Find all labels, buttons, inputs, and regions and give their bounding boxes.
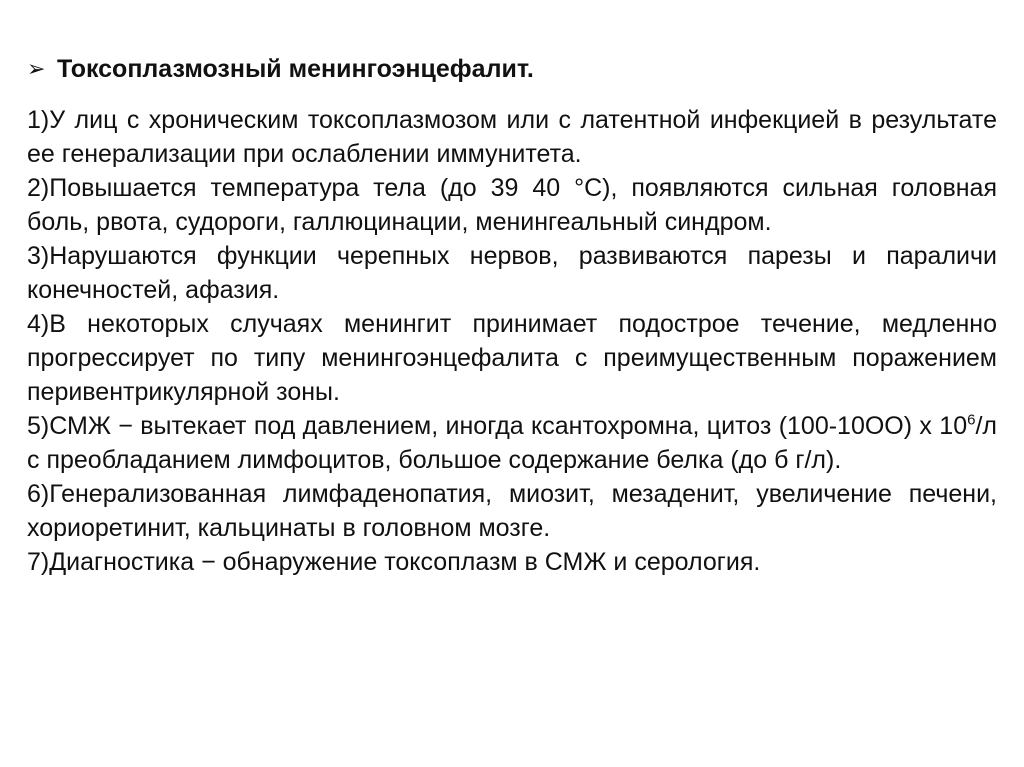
items-list <box>27 103 997 579</box>
slide-heading <box>27 52 997 86</box>
heading-text: Токсоплазмозный менингоэнцефалит. <box>57 55 534 83</box>
slide-content <box>27 52 997 579</box>
list-item-4: 4)В некоторых случаях менингит принимает подострое течение, медленно прогрессирует по типу менингоэнцефалита с преимущественным поражением перивентрикулярной зоны. <box>27 310 997 406</box>
list-item-1: 1)У лиц с хроническим токсоплазмозом или с латентной инфекцией в результате ее генерализации при ослаблении иммунитета. <box>27 106 997 168</box>
list-item-2: 2)Повышается температура тела (до 39 40 °С), появляются сильная головная боль, рвота, судороги, галлюцинации, менингеальный синдром. <box>27 174 997 236</box>
arrow-bullet-icon: ➢ <box>27 56 46 81</box>
list-item-6: 6)Генерализованная лимфаденопатия, миозит, мезаденит, увеличение печени, хориоретинит, кальцинаты в головном мозге. <box>27 480 997 542</box>
list-item-5 <box>27 409 997 477</box>
item-5-exponent: 6 <box>967 411 976 429</box>
list-item-7: 7)Диагностика − обнаружение токсоплазм в СМЖ и серология. <box>27 548 761 576</box>
item-5-text-after: /л с преобладанием лимфоцитов, большое содержание белка (до б г/л). <box>27 412 997 474</box>
list-item-3: 3)Нарушаются функции черепных нервов, развиваются парезы и параличи конечностей, афазия. <box>27 242 997 304</box>
item-5-text-before: 5)СМЖ − вытекает под давлением, иногда ксантохромна, цитоз (100-10ОО) х 10 <box>27 412 968 440</box>
